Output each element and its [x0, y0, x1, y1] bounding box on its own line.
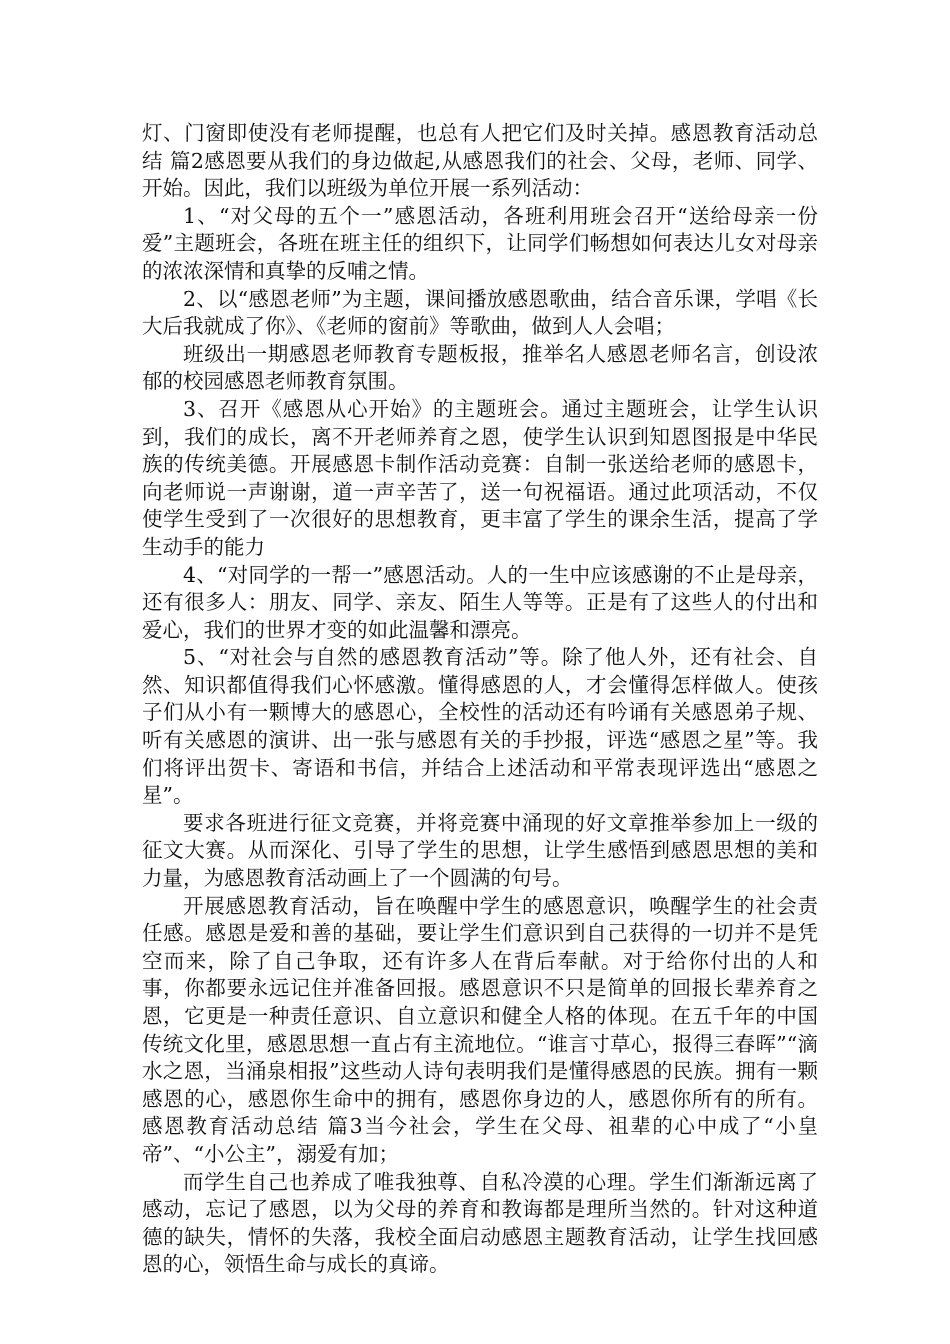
paragraph-6: 4、“对同学的一帮一”感恩活动。人的一生中应该感谢的不止是母亲，还有很多人：朋友、同学、亲友、陌生人等等。正是有了这些人的付出和爱心，我们的世界才变的如此温馨和漂亮。 [142, 562, 818, 642]
paragraph-4: 班级出一期感恩老师教育专题板报，推举名人感恩老师名言，创设浓郁的校园感恩老师教育氛围。 [142, 341, 818, 394]
document-body [142, 120, 818, 1279]
paragraph-1: 灯、门窗即使没有老师提醒，也总有人把它们及时关掉。感恩教育活动总结 篇2感恩要从我们的身边做起,从感恩我们的社会、父母，老师、同学、开始。因此，我们以班级为单位开展一系列活动： [142, 121, 818, 201]
paragraph-7: 5、“对社会与自然的感恩教育活动”等。除了他人外，还有社会、自然、知识都值得我们心怀感激。懂得感恩的人，才会懂得怎样做人。使孩子们从小有一颗博大的感恩心，全校性的活动还有吟诵有关感恩弟子规、听有关感恩的演讲、出一张与感恩有关的手抄报，评选“感恩之星”等。我们将评出贺卡、寄语和书信，并结合上述活动和平常表现评选出“感恩之星”。 [142, 645, 818, 808]
paragraph-2: 1、“对父母的五个一”感恩活动，各班利用班会召开“送给母亲一份爱”主题班会，各班在班主任的组织下，让同学们畅想如何表达儿女对母亲的浓浓深情和真挚的反哺之情。 [142, 203, 818, 283]
paragraph-9: 开展感恩教育活动，旨在唤醒中学生的感恩意识，唤醒学生的社会责任感。感恩是爱和善的基础，要让学生们意识到自己获得的一切并不是凭空而来，除了自己争取，还有许多人在背后奉献。对于给你付出的人和事，你都要永远记住并准备回报。感恩意识不只是简单的回报长辈养育之恩，它更是一种责任意识、自立意识和健全人格的体现。在五千年的中国传统文化里，感恩思想一直占有主流地位。“谁言寸草心，报得三春晖”“滴水之恩，当涌泉相报”这些动人诗句表明我们是懂得感恩的民族。拥有一颗感恩的心，感恩你生命中的拥有，感恩你身边的人，感恩你所有的所有。感恩教育活动总结 篇3当今社会，学生在父母、祖辈的心中成了“小皇帝”、“小公主”，溺爱有加； [142, 893, 818, 1166]
paragraph-10: 而学生自己也养成了唯我独尊、自私冷漠的心理。学生们渐渐远离了感动，忘记了感恩，以为父母的养育和教诲都是理所当然的。针对这种道德的缺失，情怀的失落，我校全面启动感恩主题教育活动，让学生找回感恩的心，领悟生命与成长的真谛。 [142, 1169, 818, 1277]
paragraph-8: 要求各班进行征文竞赛，并将竞赛中涌现的好文章推举参加上一级的征文大赛。从而深化、引导了学生的思想，让学生感悟到感恩思想的美和力量，为感恩教育活动画上了一个圆满的句号。 [142, 810, 818, 891]
paragraph-3: 2、以“感恩老师”为主题，课间播放感恩歌曲，结合音乐课，学唱《长大后我就成了你》、《老师的窗前》等歌曲，做到人人会唱； [142, 286, 818, 339]
paragraph-5: 3、召开《感恩从心开始》的主题班会。通过主题班会，让学生认识到，我们的成长，离不开老师养育之恩，使学生认识到知恩图报是中华民族的传统美德。开展感恩卡制作活动竞赛：自制一张送给老师的感恩卡，向老师说一声谢谢，道一声辛苦了，送一句祝福语。通过此项活动，不仅使学生受到了一次很好的思想教育，更丰富了学生的课余生活，提高了学生动手的能力 [142, 396, 818, 559]
